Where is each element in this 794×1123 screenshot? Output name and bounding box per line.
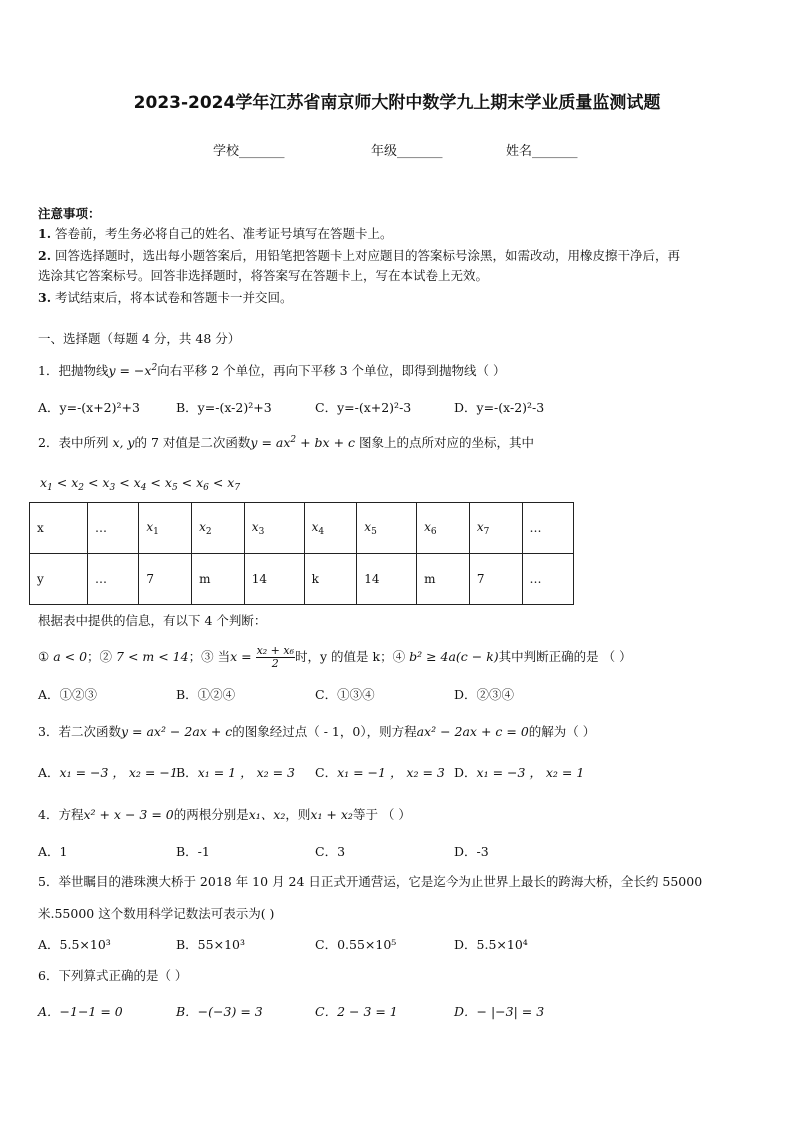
- table-cell: $x_5$: [357, 503, 417, 554]
- question-2-stem: [38, 433, 534, 451]
- q4-sum: x₁ + x₂: [310, 807, 353, 822]
- q3-equation: ax² − 2ax + c = 0: [416, 724, 529, 739]
- judgement-3-expr: x =: [230, 649, 252, 664]
- q5-option-b[interactable]: B．55×10³: [176, 937, 245, 952]
- judgement-4-expr: b² ≥ 4a(c − k): [409, 649, 499, 664]
- notice-item-text: 考试结束后，将本试卷和答题卡一并交回。: [55, 290, 293, 305]
- q6-option-a[interactable]: A．−1−1 = 0: [38, 1004, 123, 1019]
- table-cell: $x_7$: [469, 503, 522, 554]
- q4-option-a[interactable]: A．1: [38, 844, 68, 859]
- table-cell: $x_6$: [417, 503, 470, 554]
- judgement-2-expr: 7 < m < 14: [116, 649, 189, 664]
- q2-order-part: < x: [146, 475, 172, 490]
- table-row: [30, 554, 574, 605]
- table-cell: …: [522, 503, 573, 554]
- q2-option-d[interactable]: D．②③④: [454, 687, 515, 702]
- table-cell: 7: [469, 554, 522, 605]
- judgement-1-label: ①: [38, 649, 50, 664]
- q5-option-c[interactable]: C．0.55×10⁵: [315, 937, 397, 952]
- question-1-stem: [38, 361, 505, 379]
- q2-order: [40, 475, 240, 493]
- q2-vars: x, y: [112, 435, 135, 450]
- q5-option-a[interactable]: A．5.5×10³: [38, 937, 111, 952]
- q2-tail: 其中判断正确的是 （ ）: [498, 649, 632, 664]
- table-cell: 14: [244, 554, 304, 605]
- option-letter: B．: [176, 765, 198, 780]
- q2-order-part: < x: [208, 475, 235, 490]
- grade-field: 年级_______: [371, 144, 443, 159]
- q4-option-c[interactable]: C．3: [315, 844, 346, 859]
- q1-option-c[interactable]: C．y=-(x+2)²-3: [315, 400, 412, 415]
- notice-item-text: 答卷前，考生务必将自己的姓名、准考证号填写在答题卡上。: [55, 226, 393, 241]
- q4-mid: 的两根分别是: [173, 807, 249, 822]
- table-cell: 7: [139, 554, 192, 605]
- page-title: 2023-2024学年江苏省南京师大附中数学九上期末学业质量监测试题: [133, 93, 661, 113]
- table-cell: y: [30, 554, 88, 605]
- table-cell: $x_1$: [139, 503, 192, 554]
- notice-item: [38, 266, 488, 284]
- option-letter: D．: [454, 765, 477, 780]
- q2-order-sub: 4: [140, 483, 147, 493]
- q2-judgements: [38, 645, 632, 670]
- question-6-stem: 6．下列算式正确的是（ ）: [38, 968, 188, 983]
- table-cell: …: [522, 554, 573, 605]
- table-cell: …: [88, 503, 139, 554]
- q3-prefix: 3．若二次函数: [38, 724, 121, 739]
- notice-item-number: 2.: [38, 248, 52, 263]
- q2-func-exp: 2: [290, 435, 297, 445]
- notice-item-text: 选涂其它答案标号。回答非选择题时，将答案写在答题卡上，写在本试卷上无效。: [38, 268, 489, 283]
- option-expr: x₁ = −3 ， x₂ = 1: [476, 765, 585, 780]
- q1-option-a[interactable]: A．y=-(x+2)²+3: [38, 400, 140, 415]
- q4-equation: x² + x − 3 = 0: [83, 807, 174, 822]
- table-cell: m: [417, 554, 470, 605]
- q1-expr-base: y = −x: [108, 363, 152, 378]
- q4-mid2: ，则: [285, 807, 311, 822]
- question-3-stem: [38, 722, 595, 740]
- q1-expr-exp: 2: [151, 363, 158, 373]
- table-cell: x: [30, 503, 88, 554]
- section-heading: 一、选择题（每题 4 分，共 48 分）: [38, 331, 241, 346]
- q2-order-part: < x: [84, 475, 110, 490]
- q1-expr: [108, 363, 157, 378]
- q2-option-c[interactable]: C．①③④: [315, 687, 375, 702]
- q2-func-rest: + bx + c: [296, 435, 356, 450]
- fraction-numerator: x₂ + x₆: [256, 644, 294, 657]
- value-table: [29, 502, 574, 605]
- q2-mid: 的 7 对值是二次函数: [134, 435, 251, 450]
- q3-function: y = ax² − 2ax + c: [120, 724, 233, 739]
- q4-option-d[interactable]: D．-3: [454, 844, 489, 859]
- judgement-3-label: ；③ 当: [188, 649, 231, 664]
- q2-order-part: < x: [52, 475, 79, 490]
- notice-item: [38, 224, 393, 242]
- q3-option-b[interactable]: [176, 763, 295, 781]
- option-expr: x₁ = 1 ， x₂ = 3: [197, 765, 296, 780]
- q2-suffix: 图象上的点所对应的坐标，其中: [359, 435, 535, 450]
- table-cell: …: [88, 554, 139, 605]
- q2-func-base: y = ax: [250, 435, 291, 450]
- q3-option-d[interactable]: [454, 763, 584, 781]
- q2-order-part: x: [40, 475, 48, 490]
- name-field: 姓名_______: [506, 144, 578, 159]
- question-5-line-1: 5．举世瞩目的港珠澳大桥于 2018 年 10 月 24 日正式开通营运，它是迄今为止世界上最长的跨海大桥，全长约 55000: [38, 874, 703, 889]
- q1-option-b[interactable]: B．y=-(x-2)²+3: [176, 400, 272, 415]
- table-cell: $x_3$: [244, 503, 304, 554]
- q2-order-sub: 7: [234, 483, 241, 493]
- q3-option-c[interactable]: [315, 763, 445, 781]
- judgement-3-suffix: 时，y 的值是 k；④: [295, 649, 406, 664]
- q6-option-d[interactable]: D．− |−3| = 3: [454, 1004, 545, 1019]
- q2-order-sub: 6: [203, 483, 209, 493]
- judgement-2-label: ；②: [87, 649, 113, 664]
- school-field: 学校_______: [213, 144, 285, 159]
- notice-item-text: 回答选择题时，选出每小题答案后，用铅笔把答题卡上对应题目的答案标号涂黑，如需改动，用橡皮擦干净后，再: [55, 248, 681, 263]
- q2-order-sub: 5: [171, 483, 178, 493]
- q2-function: [250, 435, 355, 450]
- q4-roots: x₁、x₂: [248, 807, 286, 822]
- option-expr: x₁ = −3 ， x₂ = −1: [59, 765, 178, 780]
- notice-item: [38, 246, 680, 264]
- q4-prefix: 4．方程: [38, 807, 84, 822]
- fraction-denominator: 2: [271, 657, 279, 670]
- judgement-3-fraction: [256, 645, 295, 670]
- q2-option-a[interactable]: A．①②③: [38, 687, 98, 702]
- question-5-line-2: 米.55000 这个数用科学记数法可表示为( ): [38, 906, 275, 921]
- option-expr: x₁ = −1 ， x₂ = 3: [337, 765, 445, 780]
- q2-prefix: 2．表中所列: [38, 435, 109, 450]
- q2-option-b[interactable]: B．①②④: [176, 687, 236, 702]
- q2-after-table: 根据表中提供的信息，有以下 4 个判断：: [38, 613, 267, 628]
- notice-item-number: 1.: [38, 226, 52, 241]
- judgement-1-expr: a < 0: [53, 649, 88, 664]
- q6-option-c[interactable]: C．2 − 3 = 1: [315, 1004, 398, 1019]
- q2-order-sub: 3: [109, 483, 116, 493]
- option-letter: C．: [315, 765, 338, 780]
- table-cell: 14: [357, 554, 417, 605]
- table-cell: k: [304, 554, 357, 605]
- table-cell: $x_2$: [192, 503, 245, 554]
- q3-suffix: 的解为（ ）: [528, 724, 596, 739]
- q3-option-a[interactable]: [38, 763, 178, 781]
- question-4-stem: [38, 805, 411, 823]
- table-row: [30, 503, 574, 554]
- q6-option-b[interactable]: B．−(−3) = 3: [176, 1004, 263, 1019]
- q2-order-part: < x: [115, 475, 141, 490]
- q4-option-b[interactable]: B．-1: [176, 844, 210, 859]
- q2-order-part: < x: [177, 475, 204, 490]
- notice-item: [38, 288, 293, 306]
- q3-mid: 的图象经过点（ - 1，0），则方程: [232, 724, 417, 739]
- q4-suffix: 等于 （ ）: [352, 807, 411, 822]
- table-cell: m: [192, 554, 245, 605]
- notice-item-number: 3.: [38, 290, 52, 305]
- q5-option-d[interactable]: D．5.5×10⁴: [454, 937, 528, 952]
- notice-heading: 注意事项：: [38, 206, 101, 221]
- option-letter: A．: [38, 765, 60, 780]
- q1-option-d[interactable]: D．y=-(x-2)²-3: [454, 400, 545, 415]
- q2-order-sub: 2: [78, 483, 85, 493]
- q1-suffix: 向右平移 2 个单位，再向下平移 3 个单位，即得到抛物线（ ）: [157, 363, 506, 378]
- table-cell: $x_4$: [304, 503, 357, 554]
- q1-prefix: 1．把抛物线: [38, 363, 109, 378]
- q2-order-sub: 1: [47, 483, 53, 493]
